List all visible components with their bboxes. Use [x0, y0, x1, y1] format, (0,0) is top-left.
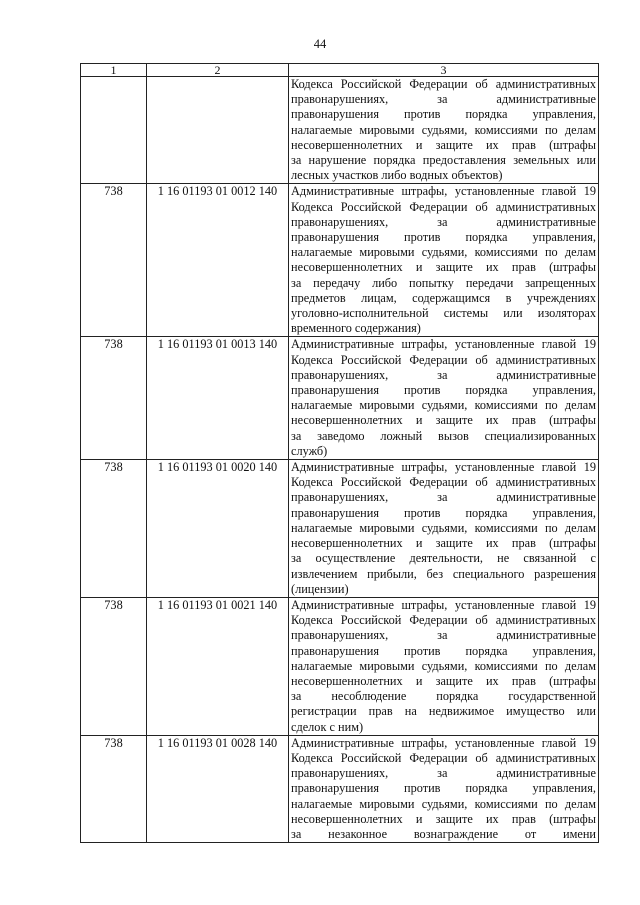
description-line: правонарушениях, за административные — [291, 490, 596, 505]
description-line: (лицензии) — [291, 581, 349, 596]
description-line: за незаконное вознаграждение от имени — [291, 826, 596, 841]
description-line: правонарушениях, за административные — [291, 766, 596, 781]
description-line: извлечением прибыли, без специального разрешения — [291, 566, 596, 581]
admin-code-cell: 738 — [81, 184, 147, 337]
description-line: Административные штрафы, установленные главой 19 — [291, 337, 596, 352]
description-line: Кодекса Российской Федерации об административных — [291, 352, 596, 367]
description-line: налагаемые мировыми судьями, комиссиями по делам — [291, 245, 596, 260]
page-number: 44 — [313, 37, 327, 51]
description-line: несовершеннолетних и защите их прав (штрафы — [291, 673, 596, 688]
table-body — [81, 77, 599, 843]
description-line: несовершеннолетних и защите их прав (штрафы — [291, 811, 596, 826]
description-line: правонарушения против порядка управления, — [291, 781, 596, 796]
description-line: правонарушениях, за административные — [291, 92, 596, 107]
description-line: лесных участков либо водных объектов) — [291, 168, 503, 183]
description-line: правонарушения против порядка управления, — [291, 643, 596, 658]
kbk-code-cell: 1 16 01193 01 0012 140 — [147, 184, 289, 337]
description-line: временного содержания) — [291, 321, 421, 336]
description-cell — [289, 735, 599, 842]
description-line: правонарушениях, за административные — [291, 628, 596, 643]
description-line: налагаемые мировыми судьями, комиссиями по делам — [291, 398, 596, 413]
description-line: правонарушениях, за административные — [291, 367, 596, 382]
description-line: Административные штрафы, установленные главой 19 — [291, 460, 596, 475]
description-cell — [289, 460, 599, 598]
description-line: правонарушения против порядка управления, — [291, 107, 596, 122]
description-line: Кодекса Российской Федерации об административных — [291, 475, 596, 490]
description-line: Административные штрафы, установленные главой 19 — [291, 735, 596, 750]
description-line: правонарушения против порядка управления, — [291, 230, 596, 245]
kbk-code-cell: 1 16 01193 01 0013 140 — [147, 337, 289, 460]
description-line: за несоблюдение порядка государственной — [291, 689, 596, 704]
description-line: уголовно-исполнительной системы или изоляторах — [291, 306, 596, 321]
description-line: Кодекса Российской Федерации об административных — [291, 750, 596, 765]
kbk-code-cell: 1 16 01193 01 0021 140 — [147, 597, 289, 735]
description-line: за осуществление деятельности, не связанной с — [291, 551, 596, 566]
description-line: Административные штрафы, установленные главой 19 — [291, 184, 596, 199]
kbk-code-cell — [147, 77, 289, 184]
description-line: несовершеннолетних и защите их прав (штрафы — [291, 260, 596, 275]
admin-code-cell: 738 — [81, 460, 147, 598]
description-line: налагаемые мировыми судьями, комиссиями по делам — [291, 796, 596, 811]
description-line: несовершеннолетних и защите их прав (штрафы — [291, 536, 596, 551]
description-cell — [289, 597, 599, 735]
column-header-1: 1 — [81, 64, 147, 77]
table-row — [81, 460, 599, 598]
admin-code-cell — [81, 77, 147, 184]
description-line: Административные штрафы, установленные главой 19 — [291, 597, 596, 612]
column-header-2: 2 — [147, 64, 289, 77]
continuation-row — [81, 77, 599, 184]
description-line: предметов лицам, содержащимся в учреждениях — [291, 290, 596, 305]
description-cell — [289, 77, 599, 184]
description-line: сделок с ним) — [291, 719, 364, 734]
table-header — [81, 64, 599, 77]
description-cell — [289, 337, 599, 460]
description-line: несовершеннолетних и защите их прав (штрафы — [291, 413, 596, 428]
description-line: служб) — [291, 443, 328, 458]
table-row — [81, 184, 599, 337]
description-line: налагаемые мировыми судьями, комиссиями по делам — [291, 658, 596, 673]
description-line: за заведомо ложный вызов специализированных — [291, 428, 596, 443]
description-line: правонарушениях, за административные — [291, 214, 596, 229]
description-line: Кодекса Российской Федерации об административных — [291, 77, 596, 91]
table-row — [81, 597, 599, 735]
header-row — [81, 64, 599, 77]
description-line: правонарушения против порядка управления, — [291, 505, 596, 520]
admin-code-cell: 738 — [81, 597, 147, 735]
admin-code-cell: 738 — [81, 337, 147, 460]
kbk-code-cell: 1 16 01193 01 0028 140 — [147, 735, 289, 842]
description-line: за передачу либо попытку передачи запрещенных — [291, 275, 596, 290]
description-line: за нарушение порядка предоставления земельных или — [291, 153, 596, 168]
description-line: налагаемые мировыми судьями, комиссиями по делам — [291, 520, 596, 535]
description-line: несовершеннолетних и защите их прав (штрафы — [291, 137, 596, 152]
description-line: налагаемые мировыми судьями, комиссиями по делам — [291, 122, 596, 137]
description-cell — [289, 184, 599, 337]
kbk-code-cell: 1 16 01193 01 0020 140 — [147, 460, 289, 598]
description-line: Кодекса Российской Федерации об административных — [291, 613, 596, 628]
description-line: регистрации прав на недвижимое имущество или — [291, 704, 596, 719]
description-line: правонарушения против порядка управления, — [291, 383, 596, 398]
column-header-3: 3 — [289, 64, 599, 77]
budget-codes-table — [80, 63, 599, 843]
table-row — [81, 735, 599, 842]
description-line: Кодекса Российской Федерации об административных — [291, 199, 596, 214]
admin-code-cell: 738 — [81, 735, 147, 842]
table-row — [81, 337, 599, 460]
